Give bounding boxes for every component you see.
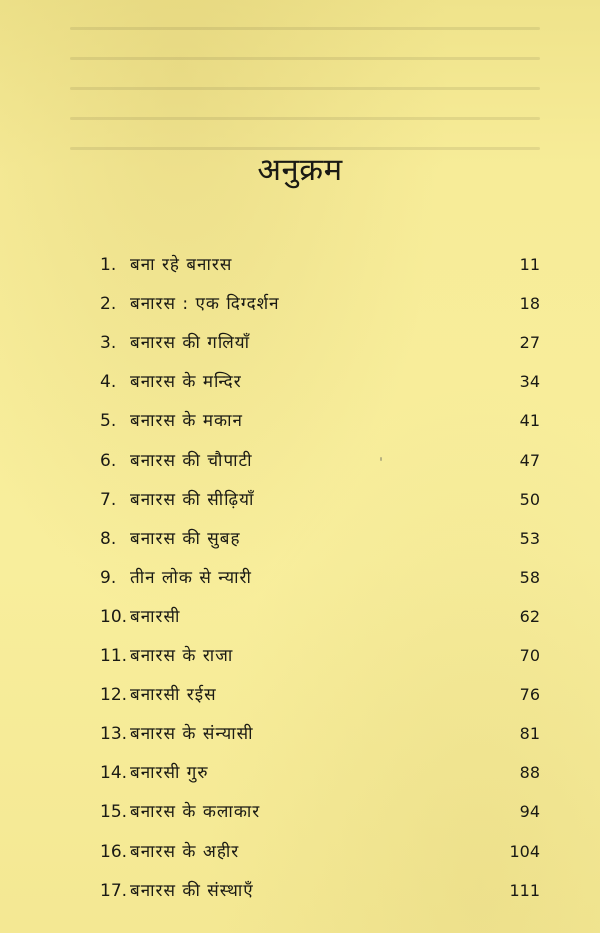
toc-entry-number: 10.	[100, 606, 128, 627]
toc-entry-page-number: 34	[519, 372, 540, 392]
toc-entry	[100, 444, 540, 478]
toc-entry-title: बनारस की संस्थाएँ	[130, 880, 254, 901]
toc-entry-title: तीन लोक से न्यारी	[130, 567, 252, 588]
toc-entry-page-number: 76	[519, 685, 540, 705]
toc-entry-number: 8.	[100, 528, 117, 549]
toc-entry-number: 7.	[100, 489, 117, 510]
toc-entry-title: बनारस की सीढ़ियाँ	[130, 489, 255, 510]
toc-entry	[100, 835, 540, 869]
toc-entry	[100, 756, 540, 790]
toc-entry-page-number: 27	[519, 333, 540, 353]
toc-entry-number: 15.	[100, 802, 128, 823]
toc-entry-page-number: 58	[519, 567, 540, 587]
toc-entry-number: 5.	[100, 411, 117, 432]
toc-entry-page-number: 50	[519, 489, 540, 509]
page-title: अनुक्रम	[257, 152, 343, 188]
toc-entry	[100, 600, 540, 634]
toc-entry-number: 2.	[100, 294, 117, 315]
toc-entry-number: 14.	[100, 763, 128, 784]
toc-entry-page-number: 53	[519, 528, 540, 548]
toc-entry-title: बनारस : एक दिग्दर्शन	[130, 294, 280, 315]
toc-entry-title: बनारस के संन्यासी	[130, 724, 254, 745]
toc-entry-title: बनारस के राजा	[130, 646, 234, 666]
toc-entry	[100, 365, 540, 399]
toc-entry	[100, 248, 540, 282]
toc-entry	[100, 795, 540, 829]
toc-entry-number: 17.	[100, 880, 128, 901]
toc-entry	[100, 326, 540, 360]
toc-entry-page-number: 81	[519, 724, 540, 744]
toc-entry-title: बनारस के अहीर	[130, 841, 240, 862]
toc-entry-title: बनारसी गुरु	[130, 763, 209, 784]
toc-entry-title: बनारस के मन्दिर	[130, 372, 242, 393]
toc-entry-page-number: 18	[519, 294, 540, 314]
paper-speck	[380, 457, 382, 461]
toc-entry-title: बनारस के कलाकार	[130, 802, 261, 823]
toc-entry-title: बनारस के मकान	[130, 411, 243, 432]
toc-entry-number: 11.	[100, 646, 128, 666]
toc-entry-title: बनारसी रईस	[130, 685, 217, 706]
toc-entry-page-number: 94	[519, 802, 540, 822]
toc-entry	[100, 874, 540, 908]
toc-entry-page-number: 11	[519, 255, 540, 274]
toc-entry-number: 16.	[100, 841, 128, 862]
toc-entry	[100, 561, 540, 595]
toc-entry-page-number: 88	[519, 763, 540, 783]
toc-entry	[100, 678, 540, 712]
toc-entry-number: 13.	[100, 724, 128, 745]
toc-entry	[100, 639, 540, 673]
toc-entry-page-number: 47	[519, 450, 540, 470]
toc-entry-number: 9.	[100, 567, 117, 588]
toc-entry-page-number: 111	[509, 880, 540, 900]
toc-entry-number: 12.	[100, 685, 128, 706]
toc-entry-title: बनारसी	[130, 606, 181, 627]
toc-entry-number: 1.	[100, 255, 117, 275]
toc-entry-page-number: 62	[519, 606, 540, 626]
toc-entry	[100, 522, 540, 556]
toc-entry	[100, 483, 540, 517]
toc-entry-title: बनारस की गलियाँ	[130, 333, 251, 354]
toc-entry-page-number: 41	[519, 411, 540, 431]
toc-entry	[100, 404, 540, 438]
toc-entry	[100, 287, 540, 321]
toc-entry	[100, 717, 540, 751]
toc-entry-page-number: 70	[519, 646, 540, 665]
toc-entry-number: 4.	[100, 372, 117, 393]
toc-entry-number: 6.	[100, 450, 117, 471]
toc-entry-title: बनारस की चौपाटी	[130, 450, 253, 471]
toc-entry-number: 3.	[100, 333, 117, 354]
toc-entry-title: बना रहे बनारस	[130, 255, 233, 275]
toc-entry-page-number: 104	[509, 841, 540, 861]
toc-entry-title: बनारस की सुबह	[130, 528, 241, 549]
